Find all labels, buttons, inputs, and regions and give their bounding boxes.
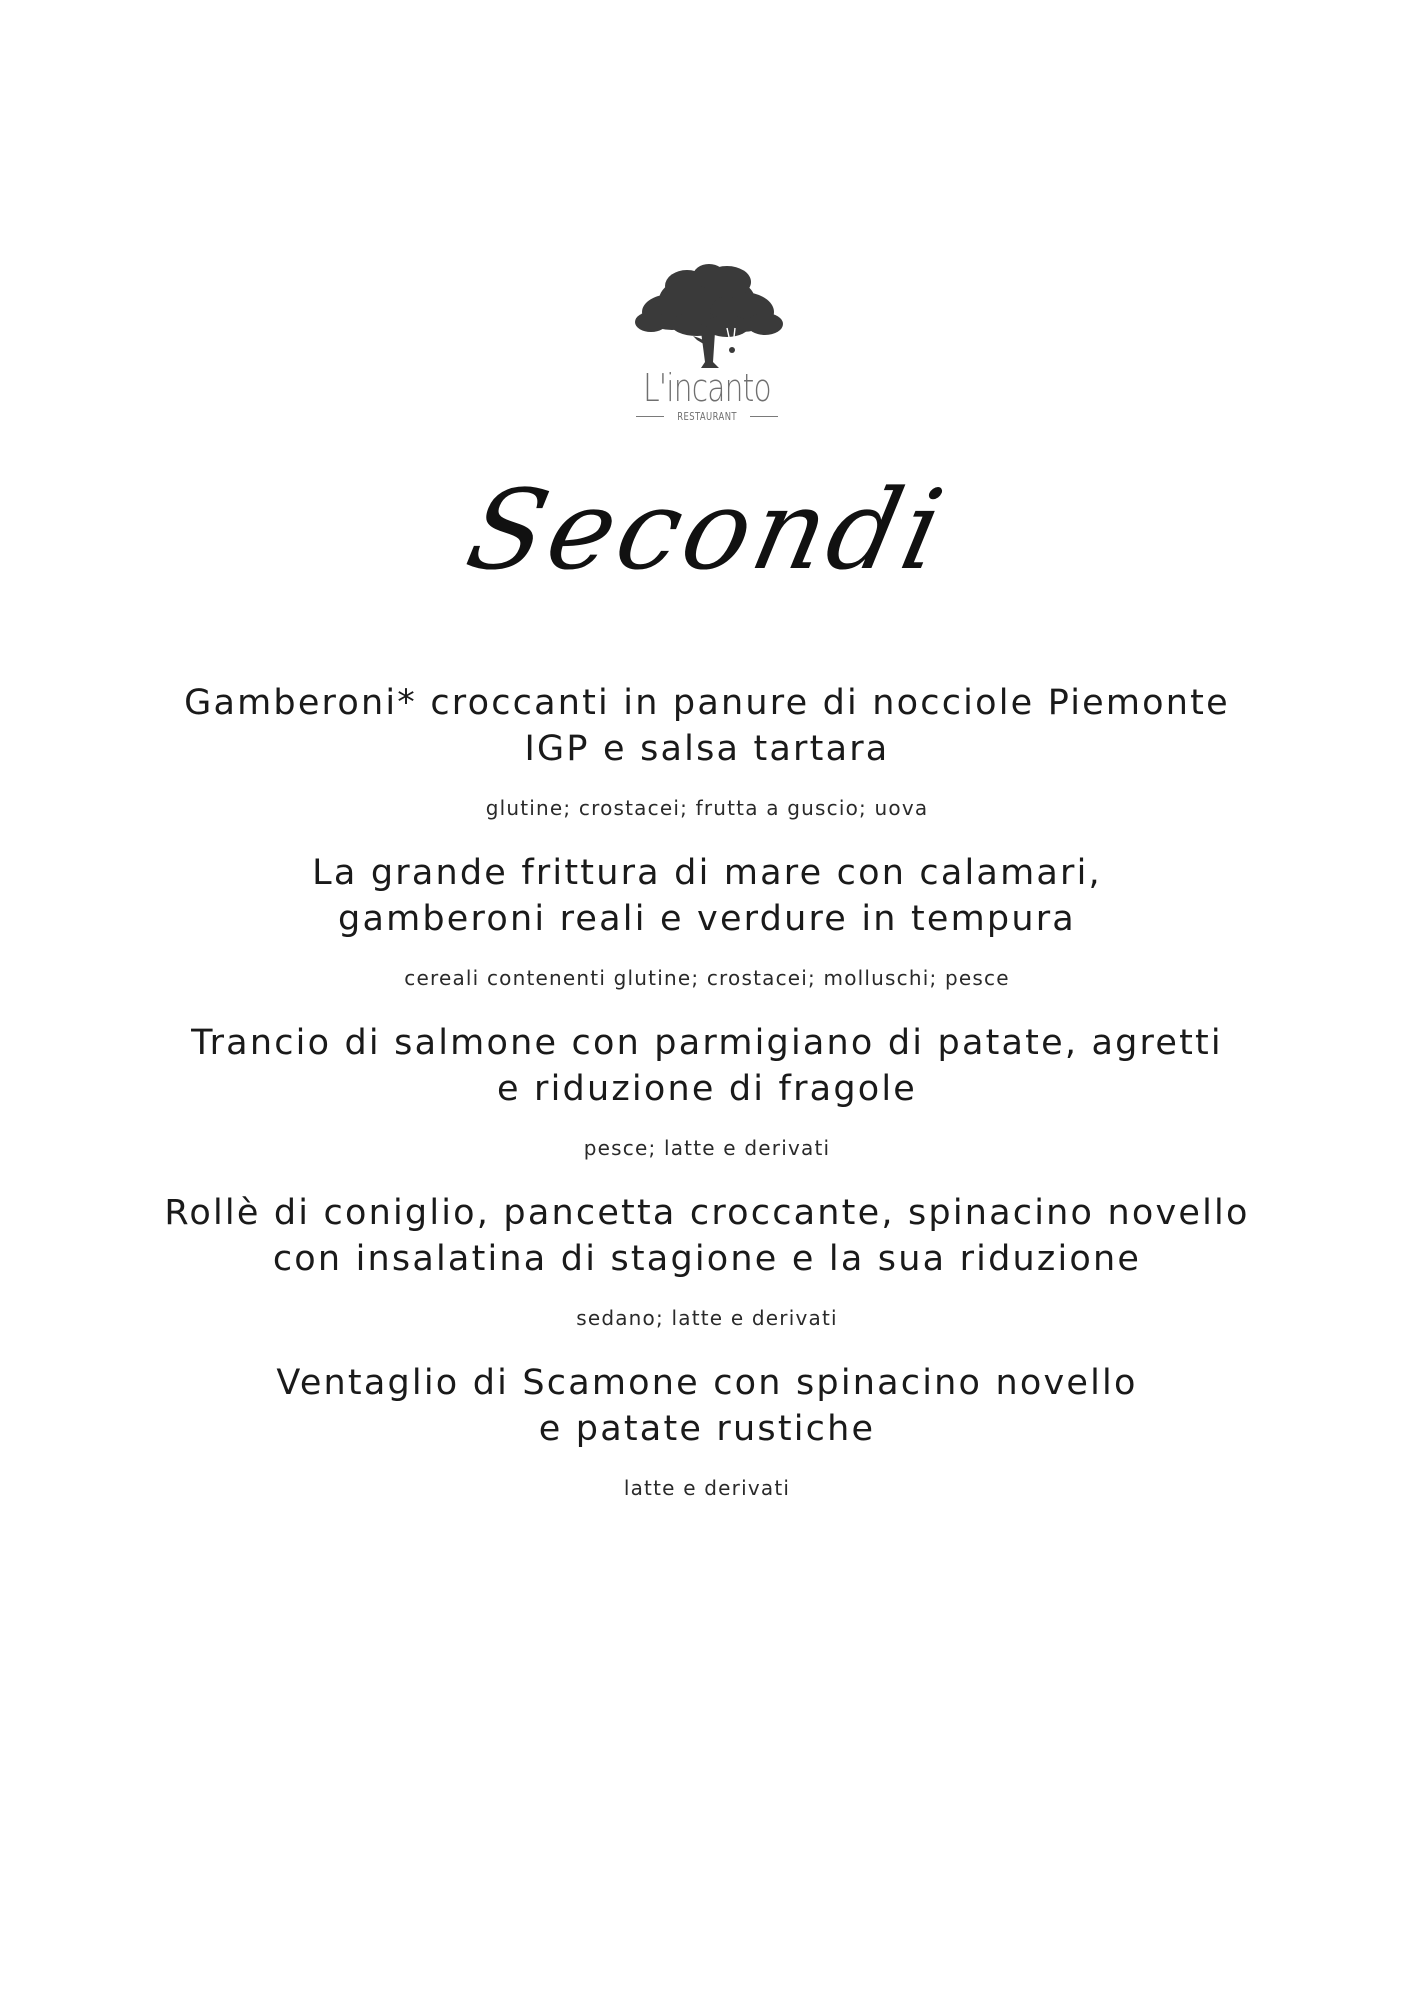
dish-list [100,680,1314,1530]
dish-allergens: sedano; latte e derivati [576,1306,838,1330]
dish-name: Ventaglio di Scamone con spinacino novello e patate rustiche [276,1363,1138,1449]
logo-subtitle-text: RESTAURANT [677,410,737,423]
dish-name: Rollè di coniglio, pancetta croccante, spinacino novello con insalatina di stagione e la sua riduzione [164,1193,1250,1279]
dish-allergens: pesce; latte e derivati [583,1136,831,1160]
divider-right [750,416,778,417]
dish-item [100,1190,1314,1332]
section-title: Secondi [457,466,957,594]
divider-left [636,416,664,417]
dish-name: La grande frittura di mare con calamari, gamberoni reali e verdure in tempura [312,853,1102,939]
logo-name: L'incanto [643,366,771,410]
dish-item [100,850,1314,992]
dish-item [100,1360,1314,1502]
dish-item [100,680,1314,822]
restaurant-logo [607,262,807,452]
dish-allergens: cereali contenenti glutine; crostacei; molluschi; pesce [404,966,1010,990]
dish-allergens: latte e derivati [623,1476,791,1500]
dish-allergens: glutine; crostacei; frutta a guscio; uova [485,796,929,820]
tree-icon [627,262,787,370]
dish-name: Trancio di salmone con parmigiano di patate, agretti e riduzione di fragole [191,1023,1223,1109]
logo-subtitle [607,410,807,423]
dish-name: Gamberoni* croccanti in panure di nocciole Piemonte IGP e salsa tartara [184,683,1230,769]
dish-item [100,1020,1314,1162]
